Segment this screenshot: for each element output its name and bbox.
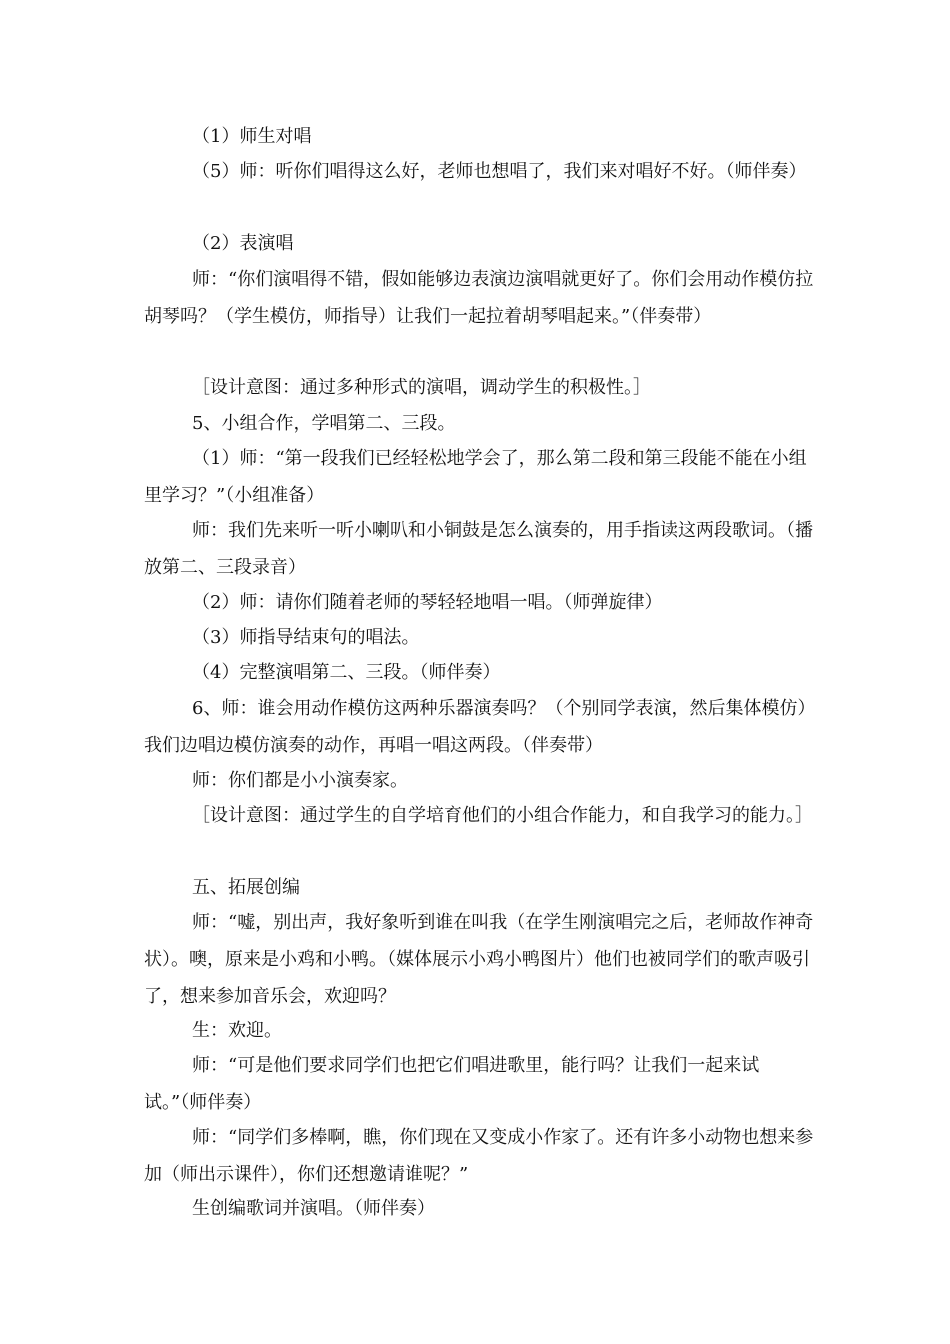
paragraph-13: 师：你们都是小小演奏家。 [192, 770, 408, 791]
paragraph-4: 师：“你们演唱得不错，假如能够边表演边演唱就更好了。你们会用动作模仿拉胡琴吗？（学生模仿，师指导）让我们一起拉着胡琴唱起来。”（伴奏带） [144, 269, 814, 327]
paragraph-9: （2）师：请你们随着老师的琴轻轻地唱一唱。（师弹旋律） [192, 592, 663, 613]
paragraph-19: 师：“同学们多棒啊，瞧，你们现在又变成小作家了。还有许多小动物也想来参加（师出示课件），你们还想邀请谁呢？” [144, 1127, 814, 1185]
paragraph-6: 5、小组合作，学唱第二、三段。 [192, 413, 456, 434]
paragraph-1: （1）师生对唱 [192, 126, 312, 147]
paragraph-10: （3）师指导结束句的唱法。 [192, 627, 420, 648]
paragraph-11: （4）完整演唱第二、三段。（师伴奏） [192, 662, 501, 683]
paragraph-12: 6、师：谁会用动作模仿这两种乐器演奏吗？（个别同学表演，然后集体模仿）我们边唱边模仿演奏的动作，再唱一唱这两段。（伴奏带） [144, 698, 816, 756]
paragraph-20: 生创编歌词并演唱。（师伴奏） [192, 1198, 435, 1219]
paragraph-17: 生：欢迎。 [192, 1020, 282, 1041]
paragraph-16: 师：“嘘，别出声，我好象听到谁在叫我（在学生刚演唱完之后，老师故作神奇状）。噢，原来是小鸡和小鸭。（媒体展示小鸡小鸭图片）他们也被同学们的歌声吸引了，想来参加音乐会，欢迎吗？ [144, 912, 814, 1007]
paragraph-3: （2）表演唱 [192, 233, 294, 254]
paragraph-14: ［设计意图：通过学生的自学培育他们的小组合作能力，和自我学习的能力。］ [192, 805, 813, 826]
paragraph-7: （1）师：“第一段我们已经轻松地学会了，那么第二段和第三段能不能在小组里学习？”（小组准备） [144, 448, 807, 506]
paragraph-8: 师：我们先来听一听小喇叭和小铜鼓是怎么演奏的，用手指读这两段歌词。（播放第二、三段录音） [144, 520, 813, 578]
paragraph-2: （5）师：听你们唱得这么好，老师也想唱了，我们来对唱好不好。（师伴奏） [192, 161, 807, 182]
paragraph-18: 师：“可是他们要求同学们也把它们唱进歌里，能行吗？让我们一起来试试。”（师伴奏） [144, 1055, 760, 1113]
section-heading-expand-create: 五、拓展创编 [192, 877, 300, 898]
paragraph-5: ［设计意图：通过多种形式的演唱，调动学生的积极性。］ [192, 377, 651, 398]
